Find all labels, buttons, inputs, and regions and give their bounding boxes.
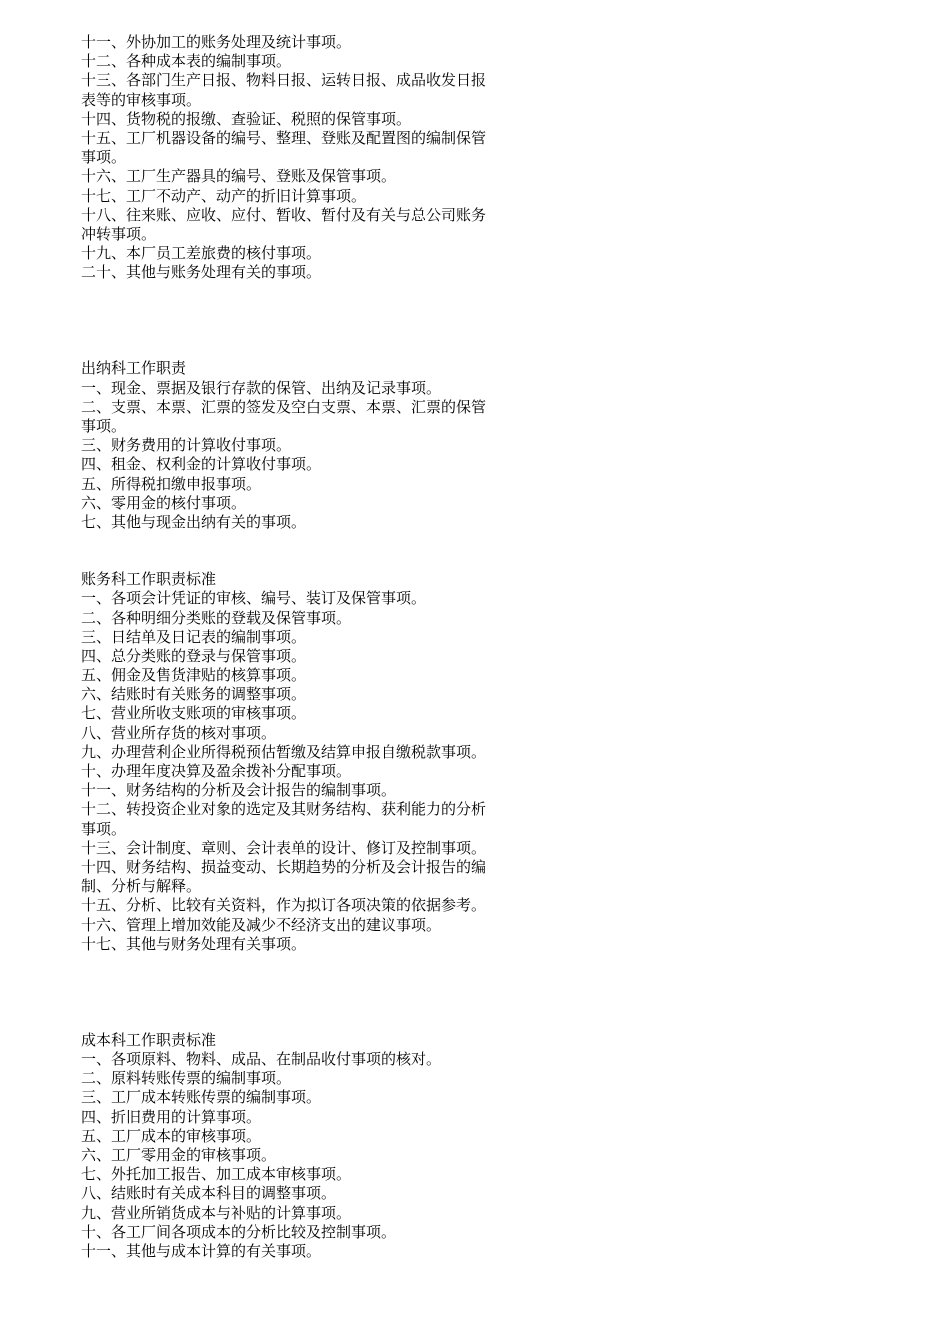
- list-item: 十四、财务结构、损益变动、长期趋势的分析及会计报告的编: [81, 857, 487, 876]
- list-item: 十三、各部门生产日报、物料日报、运转日报、成品收发日报: [81, 71, 487, 90]
- list-item: 十二、转投资企业对象的选定及其财务结构、获利能力的分析: [81, 800, 487, 819]
- list-item: 冲转事项。: [81, 224, 157, 243]
- list-item: 三、财务费用的计算收付事项。: [81, 436, 292, 455]
- list-item: 十、各工厂间各项成本的分析比较及控制事项。: [81, 1222, 397, 1241]
- section-cashier: [81, 359, 536, 532]
- list-item: 七、外托加工报告、加工成本审核事项。: [81, 1165, 352, 1184]
- list-item: 十二、各种成本表的编制事项。: [81, 52, 292, 71]
- list-item: 事项。: [81, 148, 127, 167]
- list-item: 一、各项原料、物料、成品、在制品收付事项的核对。: [81, 1050, 442, 1069]
- list-item: 七、其他与现金出纳有关的事项。: [81, 512, 307, 531]
- list-item: 三、日结单及日记表的编制事项。: [81, 627, 307, 646]
- list-item: 二、各种明细分类账的登载及保管事项。: [81, 608, 352, 627]
- list-item: 一、各项会计凭证的审核、编号、装订及保管事项。: [81, 589, 427, 608]
- list-item: 十三、会计制度、章则、会计表单的设计、修订及控制事项。: [81, 838, 487, 857]
- list-item: 二十、其他与账务处理有关的事项。: [81, 263, 322, 282]
- list-item: 十一、其他与成本计算的有关事项。: [81, 1241, 322, 1260]
- list-item: 六、零用金的核付事项。: [81, 493, 247, 512]
- list-item: 一、现金、票据及银行存款的保管、出纳及记录事项。: [81, 378, 442, 397]
- section-title-cost: 成本科工作职责标准: [81, 1030, 217, 1049]
- section-accounts: [81, 570, 536, 954]
- spacer: [81, 954, 536, 1031]
- list-item: 四、总分类账的登录与保管事项。: [81, 646, 307, 665]
- list-item: 表等的审核事项。: [81, 90, 202, 109]
- document-page: [81, 33, 536, 1261]
- list-item: 十七、其他与财务处理有关事项。: [81, 934, 307, 953]
- list-item: 十一、外协加工的账务处理及统计事项。: [81, 33, 352, 51]
- list-item: 九、营业所销货成本与补贴的计算事项。: [81, 1203, 352, 1222]
- list-item: 十八、往来账、应收、应付、暂收、暂付及有关与总公司账务: [81, 205, 487, 224]
- list-item: 十一、财务结构的分析及会计报告的编制事项。: [81, 781, 397, 800]
- section-title-cashier: 出纳科工作职责: [81, 359, 187, 378]
- section-general-accounting: [81, 33, 536, 282]
- spacer: [81, 282, 536, 359]
- list-item: 五、佣金及售货津贴的核算事项。: [81, 666, 307, 685]
- list-item: 十五、工厂机器设备的编号、整理、登账及配置图的编制保管: [81, 128, 487, 147]
- list-item: 十七、工厂不动产、动产的折旧计算事项。: [81, 186, 367, 205]
- list-item: 十九、本厂员工差旅费的核付事项。: [81, 244, 322, 263]
- section-title-accounts: 账务科工作职责标准: [81, 570, 217, 589]
- list-item: 事项。: [81, 819, 127, 838]
- list-item: 四、租金、权利金的计算收付事项。: [81, 455, 322, 474]
- list-item: 十六、工厂生产器具的编号、登账及保管事项。: [81, 167, 397, 186]
- list-item: 八、营业所存货的核对事项。: [81, 723, 277, 742]
- list-item: 三、工厂成本转账传票的编制事项。: [81, 1088, 322, 1107]
- list-item: 二、支票、本票、汇票的签发及空白支票、本票、汇票的保管: [81, 397, 487, 416]
- list-item: 十、办理年度决算及盈余拨补分配事项。: [81, 762, 352, 780]
- list-item: 制、分析与解释。: [81, 877, 202, 896]
- list-item: 五、所得税扣缴申报事项。: [81, 474, 262, 493]
- list-item: 十六、管理上增加效能及减少不经济支出的建议事项。: [81, 915, 442, 934]
- list-item: 九、办理营利企业所得税预估暂缴及结算申报自缴税款事项。: [81, 742, 487, 761]
- list-item: 六、工厂零用金的审核事项。: [81, 1146, 277, 1164]
- list-item: 六、结账时有关账务的调整事项。: [81, 685, 307, 704]
- list-item: 十四、货物税的报缴、查验证、税照的保管事项。: [81, 109, 412, 128]
- list-item: 七、营业所收支账项的审核事项。: [81, 704, 307, 723]
- list-item: 事项。: [81, 417, 127, 435]
- list-item: 八、结账时有关成本科目的调整事项。: [81, 1184, 337, 1203]
- list-item: 十五、分析、比较有关资料，作为拟订各项决策的依据参考。: [81, 896, 487, 915]
- spacer: [81, 532, 536, 570]
- section-cost: [81, 1031, 536, 1261]
- list-item: 四、折旧费用的计算事项。: [81, 1107, 262, 1126]
- list-item: 二、原料转账传票的编制事项。: [81, 1069, 292, 1088]
- list-item: 五、工厂成本的审核事项。: [81, 1126, 262, 1145]
